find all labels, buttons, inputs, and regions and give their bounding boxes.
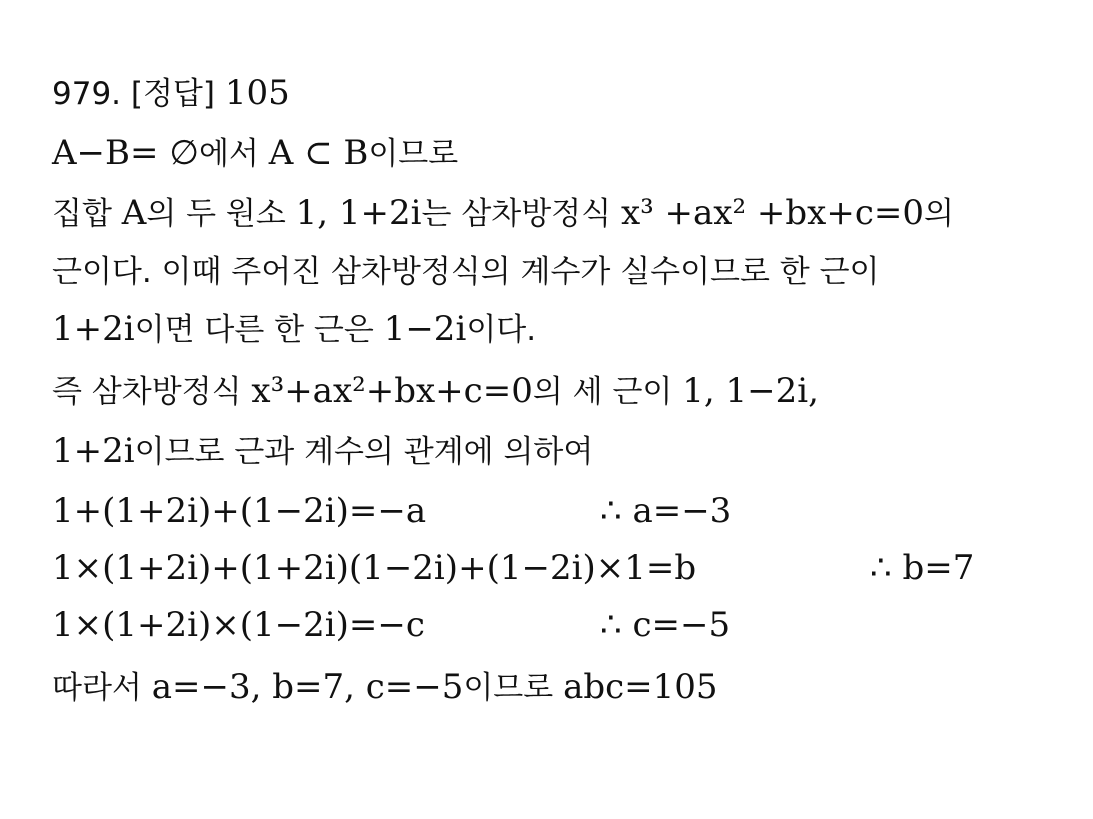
equation-sum-of-roots [52, 486, 1052, 536]
equation-left: 1+(1+2i)+(1−2i)=−a [52, 491, 427, 531]
text-segment: 근이다. 이때 주어진 삼차방정식의 계수가 실수이므로 한 근이 [52, 254, 880, 290]
elements-expression: 1, 1+2i [295, 193, 422, 233]
equation-left: 1×(1+2i)+(1+2i)(1−2i)+(1−2i)×1=b [52, 548, 697, 588]
therefore-b-result: ∴ b=7 [870, 548, 975, 588]
text-segment: 에서 [198, 136, 269, 172]
cubic-equation: x³+ax²+bx+c=0 [251, 371, 533, 411]
text-segment: 이므로 근과 계수의 관계에 의하여 [134, 434, 594, 470]
equation-product-of-roots [52, 600, 1052, 650]
equation-left: 1×(1+2i)×(1−2i)=−c [52, 605, 425, 645]
conjugate-root-expression: 1−2i [383, 309, 467, 349]
statement-line-1 [52, 128, 458, 178]
set-difference-expression: A−B= ∅ [52, 133, 199, 173]
text-segment: 의 [924, 196, 954, 232]
therefore-c-result: ∴ c=−5 [600, 605, 731, 645]
text-segment: 즉 삼차방정식 [52, 374, 252, 410]
problem-number-and-answer-label: 979. [정답] [52, 76, 225, 112]
statement-line-3 [52, 246, 879, 296]
text-segment: 이면 다른 한 근은 [134, 312, 384, 348]
root-expression: 1+2i [52, 309, 135, 349]
text-segment: 따라서 [52, 670, 152, 706]
equation-sum-of-products [52, 543, 1052, 593]
subset-expression: A ⊂ B [268, 133, 369, 173]
root-expression: 1+2i [52, 431, 135, 471]
text-segment: 는 삼차방정식 [421, 196, 621, 232]
therefore-a-result: ∴ a=−3 [600, 491, 732, 531]
text-segment: 이다. [466, 312, 537, 348]
statement-line-2 [52, 188, 954, 238]
text-segment: 집합 [52, 196, 122, 232]
answer-value: 105 [224, 73, 290, 113]
problem-header [52, 68, 290, 118]
text-segment: 이므로 [368, 136, 459, 172]
text-segment: 의 세 근이 [532, 374, 683, 410]
cubic-equation: x³ +ax² +bx+c=0 [620, 193, 924, 233]
set-symbol: A [121, 193, 147, 233]
conclusion-line [52, 662, 718, 712]
text-segment: 이므로 [463, 670, 564, 706]
statement-line-4 [52, 304, 536, 354]
final-product: abc=105 [563, 667, 718, 707]
statement-line-6 [52, 426, 593, 476]
statement-line-5 [52, 366, 819, 416]
text-segment: 의 두 원소 [146, 196, 296, 232]
coefficient-values: a=−3, b=7, c=−5 [151, 667, 464, 707]
roots-expression: 1, 1−2i, [682, 371, 819, 411]
